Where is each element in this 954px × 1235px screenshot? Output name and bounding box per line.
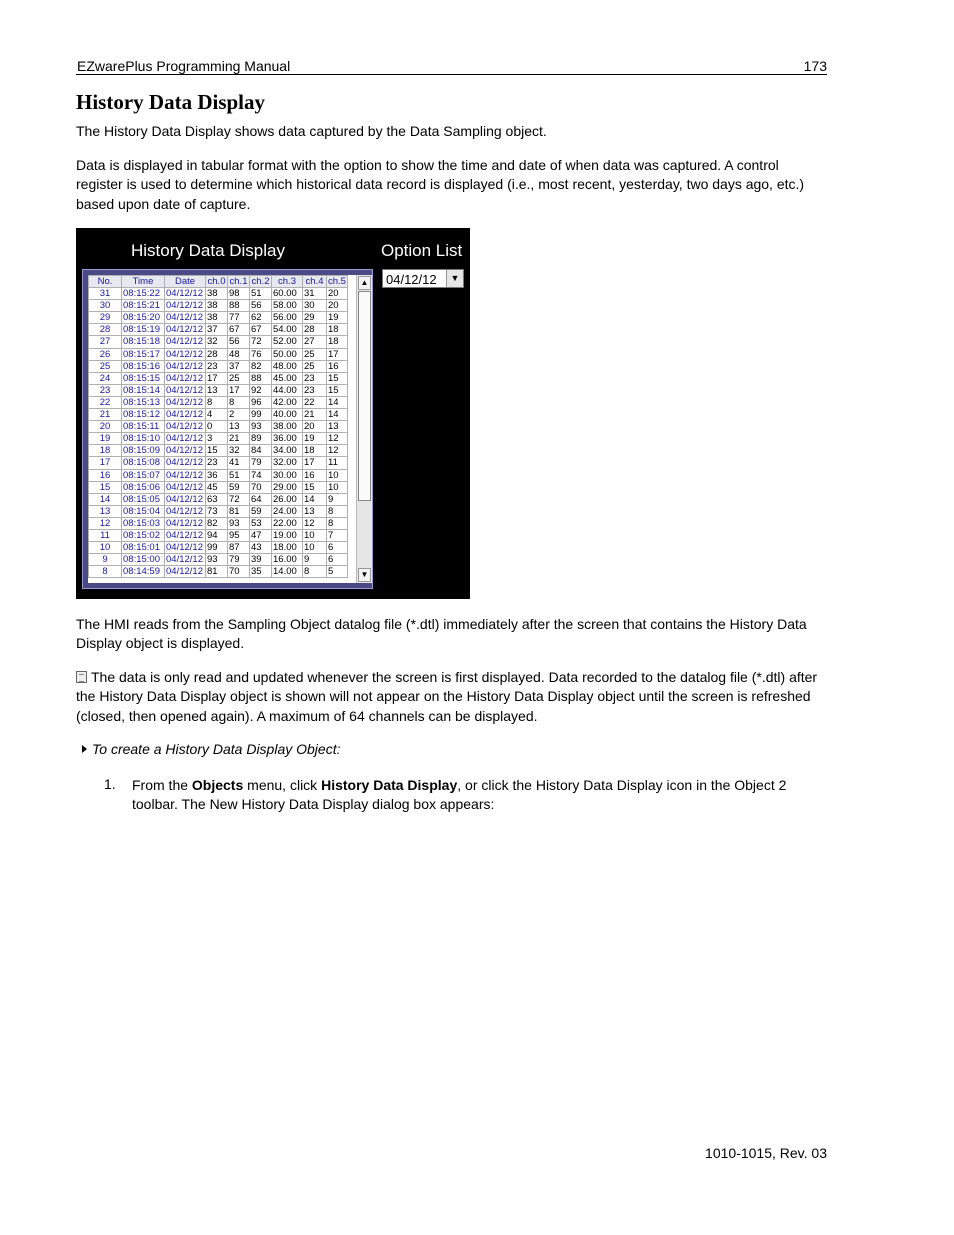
table-cell: 08:15:06 [122, 481, 165, 493]
table-cell: 40.00 [272, 409, 303, 421]
table-cell: 10 [327, 469, 348, 481]
scroll-down-arrow-icon[interactable]: ▼ [358, 568, 371, 582]
table-cell: 04/12/12 [165, 336, 206, 348]
table-cell: 95 [228, 529, 250, 541]
table-cell: 48.00 [272, 360, 303, 372]
column-header: No. [89, 276, 122, 288]
table-cell: 22.00 [272, 517, 303, 529]
table-cell: 9 [89, 554, 122, 566]
note-paragraph [76, 668, 828, 726]
table-cell: 08:15:07 [122, 469, 165, 481]
table-cell: 56.00 [272, 312, 303, 324]
table-cell: 11 [89, 529, 122, 541]
table-header-row [89, 276, 348, 288]
history-table [88, 275, 348, 578]
table-cell: 11 [327, 457, 348, 469]
table-cell: 15 [327, 384, 348, 396]
column-header: ch.2 [250, 276, 272, 288]
table-row [89, 433, 348, 445]
table-cell: 04/12/12 [165, 324, 206, 336]
table-cell: 08:15:05 [122, 493, 165, 505]
header-rule [76, 74, 827, 75]
format-paragraph: Data is displayed in tabular format with the option to show the time and date of when data was captured. A control register is used to determine which historical data record is displayed (i.e., most recent, yesterday, two days ago, etc.) based upon date of capture. [76, 157, 805, 212]
table-cell: 08:15:01 [122, 542, 165, 554]
table-cell: 98 [228, 288, 250, 300]
option-list-label: Option List [381, 241, 463, 260]
table-body [89, 288, 348, 578]
table-cell: 04/12/12 [165, 433, 206, 445]
table-cell: 04/12/12 [165, 457, 206, 469]
table-cell: 18 [327, 324, 348, 336]
table-cell: 13 [206, 384, 228, 396]
table-cell: 24 [89, 372, 122, 384]
table-cell: 5 [327, 566, 348, 578]
table-cell: 74 [250, 469, 272, 481]
table-cell: 8 [206, 396, 228, 408]
table-cell: 56 [250, 300, 272, 312]
table-cell: 08:15:21 [122, 300, 165, 312]
table-cell: 23 [89, 384, 122, 396]
table-cell: 29.00 [272, 481, 303, 493]
table-cell: 67 [228, 324, 250, 336]
table-cell: 37 [228, 360, 250, 372]
table-cell: 88 [228, 300, 250, 312]
table-cell: 12 [303, 517, 327, 529]
table-cell: 52.00 [272, 336, 303, 348]
table-row [89, 493, 348, 505]
step-menu-name: Objects [191, 777, 244, 793]
table-cell: 23 [303, 372, 327, 384]
table-cell: 13 [89, 505, 122, 517]
table-cell: 19 [89, 433, 122, 445]
table-cell: 56 [228, 336, 250, 348]
table-cell: 08:15:03 [122, 517, 165, 529]
table-cell: 25 [89, 360, 122, 372]
table-cell: 64 [250, 493, 272, 505]
history-table-frame [82, 269, 373, 589]
table-cell: 12 [89, 517, 122, 529]
table-cell: 20 [303, 421, 327, 433]
table-cell: 4 [206, 409, 228, 421]
table-row [89, 529, 348, 541]
table-cell: 48 [228, 348, 250, 360]
procedure-arrow-icon [82, 745, 87, 753]
table-cell: 58.00 [272, 300, 303, 312]
table-cell: 13 [327, 421, 348, 433]
table-cell: 10 [89, 542, 122, 554]
table-cell: 44.00 [272, 384, 303, 396]
table-cell: 23 [206, 457, 228, 469]
table-cell: 23 [303, 384, 327, 396]
table-cell: 8 [89, 566, 122, 578]
running-header-title: EZwarePlus Programming Manual [77, 58, 291, 74]
table-cell: 38 [206, 312, 228, 324]
table-cell: 08:15:13 [122, 396, 165, 408]
table-cell: 28 [206, 348, 228, 360]
table-cell: 76 [250, 348, 272, 360]
table-cell: 67 [250, 324, 272, 336]
table-cell: 9 [327, 493, 348, 505]
table-cell: 08:15:12 [122, 409, 165, 421]
table-row [89, 409, 348, 421]
table-cell: 08:15:00 [122, 554, 165, 566]
column-header: ch.1 [228, 276, 250, 288]
table-cell: 13 [303, 505, 327, 517]
table-cell: 36 [206, 469, 228, 481]
table-cell: 47 [250, 529, 272, 541]
column-header: ch.0 [206, 276, 228, 288]
table-cell: 17 [228, 384, 250, 396]
table-cell: 99 [250, 409, 272, 421]
table-row [89, 348, 348, 360]
table-cell: 96 [250, 396, 272, 408]
table-cell: 16.00 [272, 554, 303, 566]
table-row [89, 469, 348, 481]
step-number: 1. [104, 776, 116, 792]
table-cell: 2 [228, 409, 250, 421]
column-header: ch.5 [328, 276, 346, 287]
table-cell: 77 [228, 312, 250, 324]
step-text-part: menu, click [243, 777, 322, 793]
table-cell: 21 [228, 433, 250, 445]
table-row [89, 554, 348, 566]
table-row [89, 481, 348, 493]
table-cell: 04/12/12 [165, 566, 206, 578]
table-cell: 04/12/12 [165, 481, 206, 493]
table-cell: 42.00 [272, 396, 303, 408]
table-cell: 41 [228, 457, 250, 469]
table-cell: 08:15:20 [122, 312, 165, 324]
table-cell: 08:15:04 [122, 505, 165, 517]
table-cell: 45 [206, 481, 228, 493]
table-cell: 92 [250, 384, 272, 396]
table-cell: 63 [206, 493, 228, 505]
table-cell: 08:15:17 [122, 348, 165, 360]
table-row [89, 300, 348, 312]
table-cell: 72 [250, 336, 272, 348]
table-cell: 30.00 [272, 469, 303, 481]
table-cell: 79 [250, 457, 272, 469]
history-table-viewport [88, 275, 367, 583]
table-cell: 31 [89, 288, 122, 300]
table-cell: 89 [250, 433, 272, 445]
note-icon [76, 671, 87, 683]
table-cell: 35 [250, 566, 272, 578]
table-cell: 99 [206, 542, 228, 554]
table-cell: 93 [206, 554, 228, 566]
option-list-dropdown[interactable] [382, 269, 464, 288]
table-cell: 34.00 [272, 445, 303, 457]
table-cell: 60.00 [272, 288, 303, 300]
table-cell: 19 [303, 433, 327, 445]
table-row [89, 421, 348, 433]
table-cell: 18 [327, 336, 348, 348]
table-cell: 94 [206, 529, 228, 541]
table-cell: 32 [206, 336, 228, 348]
table-cell: 28 [89, 324, 122, 336]
table-cell: 32 [228, 445, 250, 457]
column-header: Time [122, 276, 165, 288]
table-row [89, 457, 348, 469]
table-cell: 20 [327, 288, 348, 300]
table-cell: 04/12/12 [165, 493, 206, 505]
table-cell: 08:14:59 [122, 566, 165, 578]
table-cell: 10 [303, 529, 327, 541]
document-revision: 1010-1015, Rev. 03 [705, 1145, 827, 1161]
table-cell: 29 [89, 312, 122, 324]
table-cell: 70 [250, 481, 272, 493]
table-row [89, 324, 348, 336]
table-cell: 51 [228, 469, 250, 481]
reads-paragraph: The HMI reads from the Sampling Object datalog file (*.dtl) immediately after the screen that contains the History Data Display object is displayed. [76, 616, 807, 652]
table-cell: 04/12/12 [165, 384, 206, 396]
table-cell: 59 [250, 505, 272, 517]
table-cell: 26 [89, 348, 122, 360]
table-cell: 20 [327, 300, 348, 312]
table-cell: 30 [303, 300, 327, 312]
table-row [89, 566, 348, 578]
table-cell: 87 [228, 542, 250, 554]
table-row [89, 336, 348, 348]
table-cell: 04/12/12 [165, 348, 206, 360]
table-cell: 45.00 [272, 372, 303, 384]
table-cell: 19 [327, 312, 348, 324]
table-cell: 8 [327, 505, 348, 517]
table-cell: 62 [250, 312, 272, 324]
table-cell: 08:15:09 [122, 445, 165, 457]
table-cell: 25 [303, 348, 327, 360]
table-cell: 08:15:08 [122, 457, 165, 469]
table-cell: 14 [89, 493, 122, 505]
table-cell: 21 [303, 409, 327, 421]
table-row [89, 542, 348, 554]
table-cell: 04/12/12 [165, 469, 206, 481]
table-cell: 04/12/12 [165, 517, 206, 529]
table-cell: 31 [303, 288, 327, 300]
table-cell: 04/12/12 [165, 542, 206, 554]
table-cell: 08:15:02 [122, 529, 165, 541]
step-menu-item: History Data Display [321, 777, 458, 793]
table-row [89, 445, 348, 457]
table-cell: 50.00 [272, 348, 303, 360]
table-cell: 37 [206, 324, 228, 336]
table-cell: 04/12/12 [165, 529, 206, 541]
table-cell: 08:15:11 [122, 421, 165, 433]
table-cell: 14.00 [272, 566, 303, 578]
table-row [89, 384, 348, 396]
table-cell: 12 [327, 433, 348, 445]
table-cell: 08:15:10 [122, 433, 165, 445]
table-cell: 8 [303, 566, 327, 578]
procedure-heading [82, 741, 340, 757]
table-cell: 23 [206, 360, 228, 372]
table-cell: 16 [303, 469, 327, 481]
table-cell: 04/12/12 [165, 372, 206, 384]
table-cell: 12 [327, 445, 348, 457]
table-cell: 70 [228, 566, 250, 578]
table-cell: 19.00 [272, 529, 303, 541]
table-cell: 04/12/12 [165, 288, 206, 300]
column-header: ch.4 [303, 276, 327, 288]
table-cell: 38 [206, 300, 228, 312]
table-cell: 43 [250, 542, 272, 554]
table-cell: 38 [206, 288, 228, 300]
table-row [89, 505, 348, 517]
table-cell: 30 [89, 300, 122, 312]
table-cell: 15 [327, 372, 348, 384]
table-cell: 27 [303, 336, 327, 348]
table-cell: 72 [228, 493, 250, 505]
table-cell: 25 [228, 372, 250, 384]
table-cell: 25 [303, 360, 327, 372]
table-cell: 93 [228, 517, 250, 529]
table-cell: 27 [89, 336, 122, 348]
table-cell: 21 [89, 409, 122, 421]
table-cell: 04/12/12 [165, 554, 206, 566]
note-text: The data is only read and updated whenever the screen is first displayed. Data recorded to the datalog file (*.dtl) after the History Data Display object is shown will not appear on the History Data Display object until the screen is refreshed (closed, then opened again). A maximum of 64 channels can be displayed. [76, 669, 818, 724]
table-cell: 14 [327, 409, 348, 421]
step-text [132, 776, 822, 815]
table-cell: 16 [89, 469, 122, 481]
column-header: ch.3 [272, 276, 303, 288]
table-cell: 18 [89, 445, 122, 457]
table-cell: 04/12/12 [165, 409, 206, 421]
step-text-part: From the [132, 777, 192, 793]
table-cell: 54.00 [272, 324, 303, 336]
table-cell: 7 [327, 529, 348, 541]
table-cell: 08:15:15 [122, 372, 165, 384]
table-cell: 10 [327, 481, 348, 493]
table-cell: 8 [327, 517, 348, 529]
table-cell: 18.00 [272, 542, 303, 554]
figure-title: History Data Display [131, 241, 285, 260]
table-cell: 14 [327, 396, 348, 408]
table-cell: 59 [228, 481, 250, 493]
table-cell: 14 [303, 493, 327, 505]
table-cell: 08:15:19 [122, 324, 165, 336]
table-row [89, 312, 348, 324]
scroll-up-arrow-icon[interactable]: ▲ [358, 276, 371, 290]
dropdown-arrow-icon[interactable]: ▼ [446, 270, 463, 287]
table-row [89, 517, 348, 529]
table-cell: 10 [303, 542, 327, 554]
table-cell: 51 [250, 288, 272, 300]
table-cell: 08:15:18 [122, 336, 165, 348]
table-cell: 18 [303, 445, 327, 457]
table-cell: 17 [206, 372, 228, 384]
table-cell: 17 [303, 457, 327, 469]
table-cell: 29 [303, 312, 327, 324]
table-cell: 93 [250, 421, 272, 433]
table-cell: 17 [89, 457, 122, 469]
table-cell: 04/12/12 [165, 396, 206, 408]
column-header: Date [165, 276, 206, 288]
table-cell: 04/12/12 [165, 445, 206, 457]
table-cell: 8 [228, 396, 250, 408]
table-cell: 9 [303, 554, 327, 566]
procedure-heading-text: To create a History Data Display Object: [92, 741, 341, 757]
table-cell: 6 [327, 542, 348, 554]
table-cell: 0 [206, 421, 228, 433]
table-cell: 81 [206, 566, 228, 578]
table-cell: 04/12/12 [165, 360, 206, 372]
table-cell: 15 [303, 481, 327, 493]
table-cell: 16 [327, 360, 348, 372]
table-cell: 6 [327, 554, 348, 566]
table-cell: 04/12/12 [165, 421, 206, 433]
table-cell: 13 [228, 421, 250, 433]
table-cell: 08:15:22 [122, 288, 165, 300]
table-cell: 15 [206, 445, 228, 457]
table-cell: 84 [250, 445, 272, 457]
table-cell: 04/12/12 [165, 312, 206, 324]
table-row [89, 372, 348, 384]
page-number: 173 [803, 58, 827, 74]
table-cell: 81 [228, 505, 250, 517]
table-cell: 38.00 [272, 421, 303, 433]
table-cell: 53 [250, 517, 272, 529]
section-title: History Data Display [76, 90, 265, 114]
table-row [89, 396, 348, 408]
table-cell: 26.00 [272, 493, 303, 505]
table-cell: 15 [89, 481, 122, 493]
table-cell: 79 [228, 554, 250, 566]
table-cell: 28 [303, 324, 327, 336]
table-cell: 73 [206, 505, 228, 517]
table-cell: 82 [250, 360, 272, 372]
table-cell: 36.00 [272, 433, 303, 445]
table-cell: 04/12/12 [165, 505, 206, 517]
table-cell: 82 [206, 517, 228, 529]
scroll-thumb[interactable] [358, 291, 371, 501]
table-row [89, 288, 348, 300]
table-scrollbar[interactable] [356, 275, 372, 583]
table-cell: 20 [89, 421, 122, 433]
table-row [89, 360, 348, 372]
table-cell: 08:15:16 [122, 360, 165, 372]
table-cell: 17 [327, 348, 348, 360]
table-cell: 04/12/12 [165, 300, 206, 312]
step-text-part: , or click the History Data Display icon in the Object 2 toolbar. The New History Data Display dialog box appears: [132, 777, 787, 813]
table-cell: 88 [250, 372, 272, 384]
table-cell: 22 [303, 396, 327, 408]
table-cell: 32.00 [272, 457, 303, 469]
table-cell: 24.00 [272, 505, 303, 517]
table-cell: 39 [250, 554, 272, 566]
option-list-value: 04/12/12 [386, 272, 437, 287]
table-cell: 3 [206, 433, 228, 445]
table-cell: 22 [89, 396, 122, 408]
table-cell: 08:15:14 [122, 384, 165, 396]
intro-paragraph: The History Data Display shows data captured by the Data Sampling object. [76, 123, 547, 139]
history-data-display-figure [76, 228, 470, 599]
